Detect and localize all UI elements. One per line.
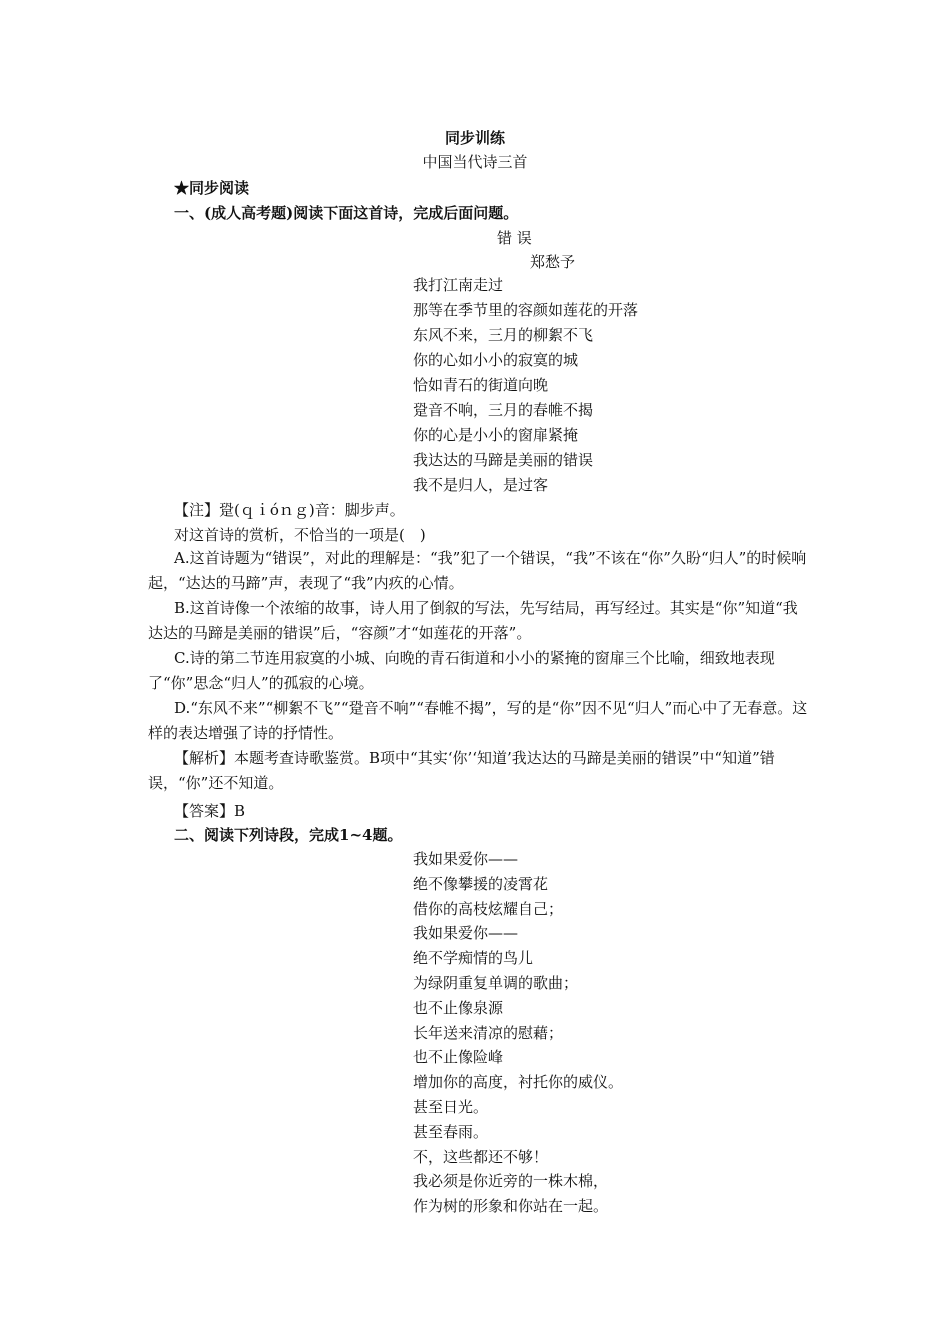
poem-title: 错 误 (497, 229, 532, 247)
question-2-heading: 二、阅读下列诗段，完成1~4题。 (174, 826, 403, 844)
poem-line: 也不止像泉源 (413, 998, 504, 1017)
option-c-text: C.诗的第二节连用寂寞的小城、向晚的青石街道和小小的紧掩的窗扉三个比喻，细致地表现了“你”思念“归人”的孤寂的心境。 (148, 649, 775, 692)
analysis (148, 746, 810, 796)
option-b-text: B.这首诗像一个浓缩的故事，诗人用了倒叙的写法，先写结局，再写经过。其实是“你”知道“我达达的马蹄是美丽的错误”后，“容颜”才“如莲花的开落”。 (148, 599, 798, 642)
option-d (148, 696, 810, 746)
option-a-text: A.这首诗题为“错误”，对此的理解是：“我”犯了一个错误，“我”不该在“你”久盼“归人”的时候响起，“达达的马蹄”声，表现了“我”内疚的心情。 (148, 549, 807, 592)
poem-line: 甚至春雨。 (413, 1122, 489, 1141)
poem-line: 我如果爱你—— (413, 850, 519, 868)
analysis-text: 【解析】本题考查诗歌鉴赏。B项中“其实‘你’‘知道’我达达的马蹄是美丽的错误”中“知道”错误，“你”还不知道。 (148, 749, 775, 792)
poem-author: 郑愁予 (530, 253, 576, 271)
poem-line: 绝不像攀援的凌霄花 (413, 874, 549, 893)
poem-line: 我打江南走过 (413, 276, 504, 294)
option-d-text: D.“东风不来”“柳絮不飞”“跫音不响”“春帷不揭”，写的是“你”因不见“归人”而心中了无春意。这样的表达增强了诗的抒情性。 (148, 699, 808, 742)
poem-line: 我必须是你近旁的一株木棉， (413, 1172, 609, 1191)
option-c (148, 646, 810, 696)
poem-line: 你的心如小小的寂寞的城 (413, 351, 579, 369)
option-a (148, 546, 810, 596)
poem-line: 长年送来清凉的慰藉； (413, 1023, 564, 1042)
poem-1 (413, 273, 638, 498)
poem-note: 【注】跫(ｑｉóｎｇ)音：脚步声。 (174, 501, 405, 519)
poem-line: 我达达的马蹄是美丽的错误 (413, 451, 594, 469)
poem-line: 绝不学痴情的鸟儿 (413, 949, 534, 968)
poem-line: 那等在季节里的容颜如莲花的开落 (413, 301, 639, 319)
poem-line: 甚至日光。 (413, 1097, 489, 1116)
poem-line: 作为树的形象和你站在一起。 (413, 1197, 609, 1216)
answer: 【答案】B (174, 802, 246, 820)
doc-subtitle: 中国当代诗三首 (422, 153, 528, 171)
question-text: 对这首诗的赏析，不恰当的一项是( ) (174, 526, 426, 544)
doc-title: 同步训练 (444, 129, 505, 147)
poem-line: 不，这些都还不够！ (413, 1147, 549, 1166)
section-heading: ★同步阅读 (174, 179, 250, 197)
poem-line: 增加你的高度，衬托你的威仪。 (413, 1073, 624, 1092)
poem-2 (413, 847, 623, 1219)
poem-line: 我不是归人，是过客 (413, 476, 549, 494)
poem-line: 你的心是小小的窗扉紧掩 (413, 426, 579, 444)
poem-line: 跫音不响，三月的春帷不揭 (413, 401, 594, 419)
poem-line: 借你的高枝炫耀自己； (413, 899, 564, 918)
poem-line: 也不止像险峰 (413, 1048, 504, 1067)
option-b (148, 596, 810, 646)
poem-line: 为绿阴重复单调的歌曲； (413, 973, 579, 992)
poem-line: 东风不来，三月的柳絮不飞 (413, 326, 594, 344)
poem-line: 我如果爱你—— (413, 924, 519, 943)
question-1-heading: 一、(成人高考题)阅读下面这首诗，完成后面问题。 (174, 204, 519, 222)
poem-line: 恰如青石的街道向晚 (413, 376, 549, 394)
